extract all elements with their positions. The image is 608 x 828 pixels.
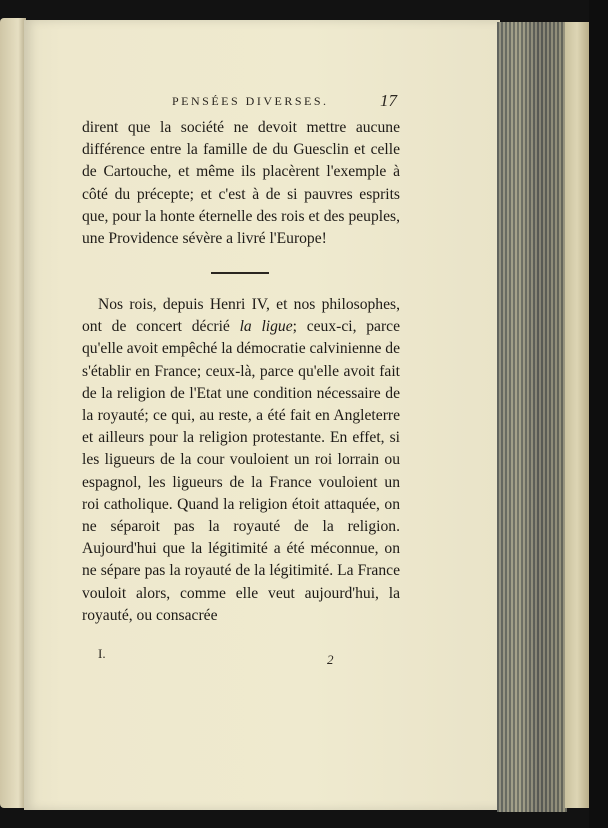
italic-la-ligue: la ligue — [239, 318, 293, 336]
section-divider — [211, 272, 269, 274]
running-title: PENSÉES DIVERSES. — [172, 94, 329, 108]
marbled-page-edges — [497, 22, 567, 812]
paragraph-2-text — [82, 294, 400, 627]
paragraph-1 — [82, 117, 400, 250]
paragraph-2-start: Nos rois, depuis Henri IV, et nos philosophes, ont de concert décrié — [82, 296, 400, 336]
paragraph-2 — [82, 294, 400, 627]
page-number: 17 — [380, 91, 397, 110]
left-page-edge — [0, 18, 26, 808]
folio-number: 2 — [327, 652, 334, 667]
right-background — [589, 0, 608, 828]
book-cover-edge — [565, 22, 589, 808]
signature-mark: I. — [98, 646, 106, 661]
paragraph-2-rest: ; ceux-ci, parce qu'elle avoit empêché la démocratie calvinienne de s'établir en France; ceux-là, parce qu'elle avoit fait de la religion de l'Etat une condition nécessaire de la royauté; ce qui, au reste, a été fait en Angleterre et ailleurs pour la religion protestante. En effet, si les ligueurs de la cour vouloient un roi lorrain ou espagnol, les ligueurs de la France vouloient un roi catholique. Quand la religion étoit attaquée, on ne séparoit pas la royauté de la religion. Aujourd'hui que la légitimité a été méconnue, on ne sépare pas la royauté de la légitimité. La France vouloit alors, comme elle veut aujourd'hui, la royauté, ou consacrée — [82, 318, 400, 624]
paragraph-1-text: dirent que la société ne devoit mettre aucune différence entre la famille de du Guesclin et celle de Cartouche, et même ils placèrent l'exemple à côté du précepte; et c'est à de si pauvres esprits que, pour la honte éternelle des rois et des peuples, une Providence sévère a livré l'Europe! — [82, 119, 400, 248]
